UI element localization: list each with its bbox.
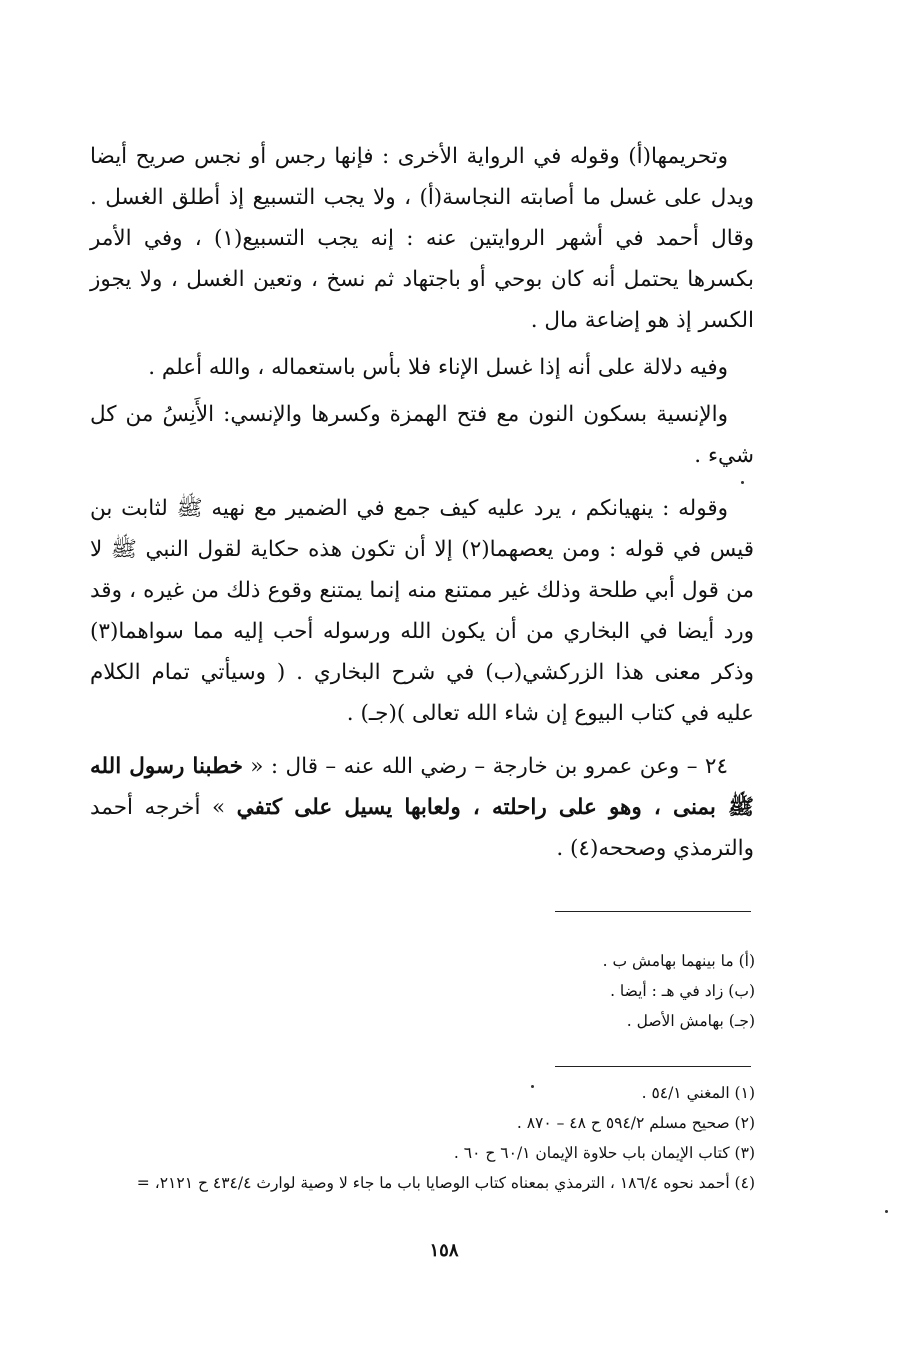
letter-footnotes xyxy=(360,946,755,1036)
numbered-footnote: (٢) صحيح مسلم ٥٩٤/٢ ح ٤٨ – ٨٧٠ . xyxy=(516,1114,755,1132)
hadith-intro: ٢٤ – وعن عمرو بن خارجة – رضي الله عنه – قال : « xyxy=(242,754,728,779)
hadith-outro: » أخرجه أحمد والترمذي وصححه(٤) . xyxy=(90,795,754,861)
scan-speck xyxy=(885,1210,888,1213)
scan-speck xyxy=(741,481,744,484)
hadith-paragraph xyxy=(90,746,754,869)
paragraph-2: وفيه دلالة على أنه إذا غسل الإناء فلا بأس باستعماله ، والله أعلم . xyxy=(148,355,728,380)
letter-footnote: (ب) زاد في هـ : أيضا . xyxy=(610,982,755,1000)
numbered-footnote: (٣) كتاب الإيمان باب حلاوة الإيمان ٦٠/١ ح ٦٠ . xyxy=(453,1144,755,1162)
numbered-footnote: (٤) أحمد نحوه ١٨٦/٤ ، الترمذي بمعناه كتاب الوصايا باب ما جاء لا وصية لوارث ٤٣٤/٤ ح ٢١٢١، = xyxy=(136,1174,755,1192)
paragraph-1: وتحريمها(أ) وقوله في الرواية الأخرى : فإنها رجس أو نجس صريح أيضا ويدل على غسل ما أصابته النجاسة(أ) ، ولا يجب التسبيع إذ أطلق الغسل . وقال أحمد في أشهر الروايتين عنه : إنه يجب التسبيع(١) ، وفي الأمر بكسرها يحتمل أنه كان بوحي أو باجتهاد ثم نسخ ، وتعين الغسل ، ولا يجوز الكسر إذ هو إضاعة مال . xyxy=(90,144,754,333)
main-text-block xyxy=(90,136,754,869)
paragraph-4: وقوله : ينهيانكم ، يرد عليه كيف جمع في الضمير مع نهيه ﷺ لثابت بن قيس في قوله : ومن يعصهما(٢) إلا أن تكون هذه حكاية لقول النبي ﷺ لا من قول أبي طلحة وذلك غير ممتنع منه إنما يمتنع وقوع ذلك من غيره ، وقد ورد أيضا في البخاري من أن يكون الله ورسوله أحب إليه مما سواهما(٣) وذكر معنى هذا الزركشي(ب) في شرح البخاري . ( وسيأتي تمام الكلام عليه في كتاب البيوع إن شاء الله تعالى )(جـ) . xyxy=(90,496,754,726)
hadith-text: خطبنا رسول الله ﷺ بمنى ، وهو على راحلته ، ولعابها يسيل على كتفي xyxy=(90,754,754,820)
numbered-footnote: (١) المغني ٥٤/١ . xyxy=(641,1084,755,1102)
numbered-footnotes xyxy=(120,1078,755,1198)
footnote-divider-letters xyxy=(555,911,751,912)
letter-footnote: (أ) ما بينهما بهامش ب . xyxy=(602,952,755,970)
page-number: ١٥٨ xyxy=(429,1240,459,1261)
footnote-divider-numbers xyxy=(555,1066,751,1067)
paragraph-3: والإنسية بسكون النون مع فتح الهمزة وكسرها والإنسي: الأَنِسُ من كل شيء . xyxy=(90,402,754,468)
scan-speck xyxy=(531,1085,534,1088)
letter-footnote: (جـ) بهامش الأصل . xyxy=(626,1012,755,1030)
